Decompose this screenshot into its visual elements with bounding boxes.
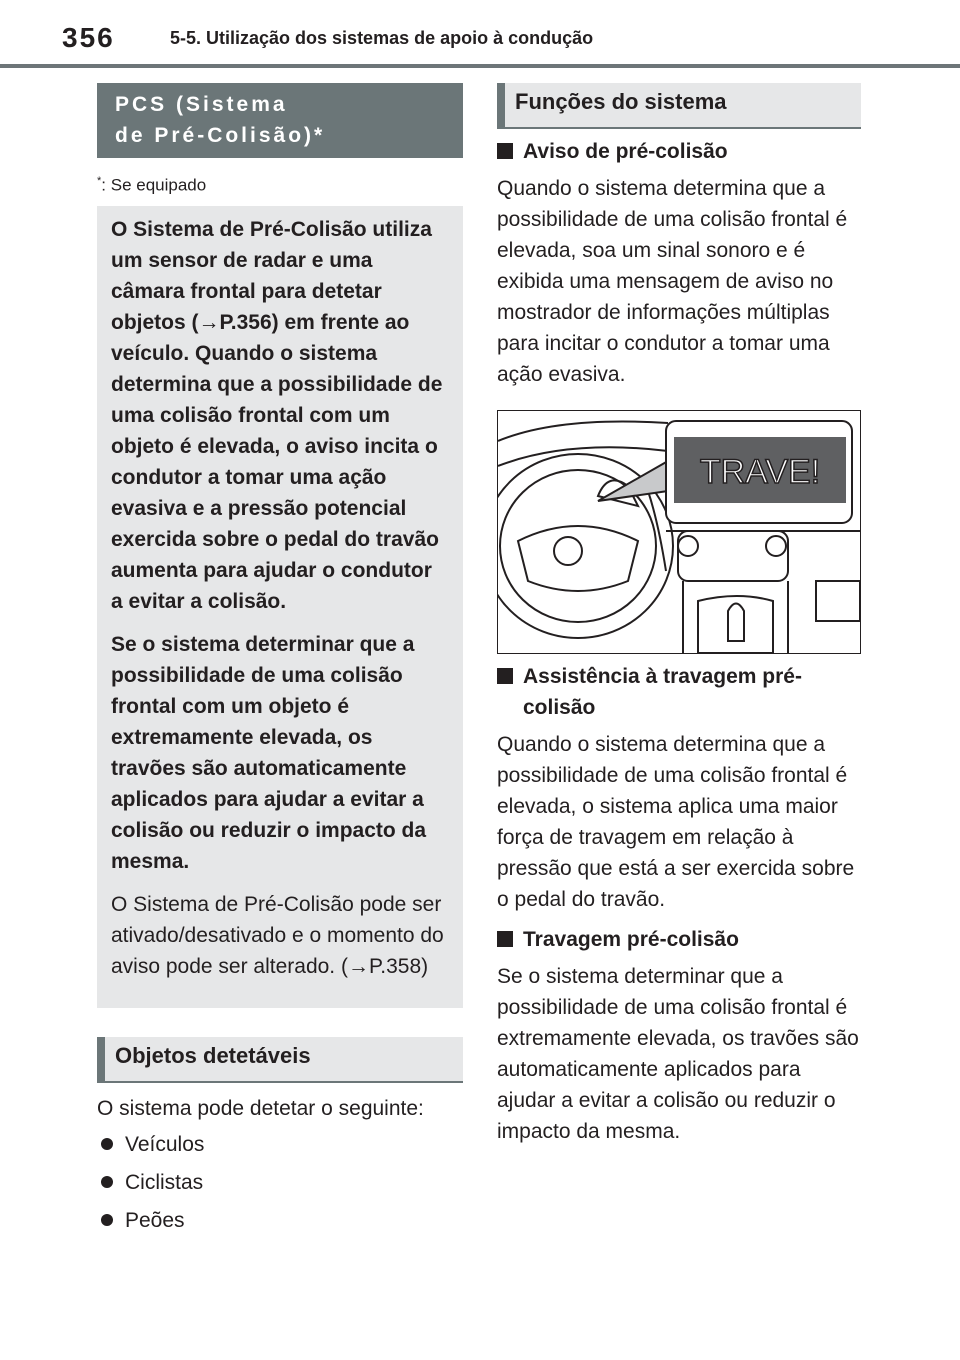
- intro-paragraph-2: Se o sistema determinar que a possibilidade de uma colisão frontal com um objeto é extremamente elevada, os travões são automaticamente aplicados para ajudar a evitar a colisão ou reduzir o impacto da mesma.: [111, 633, 427, 873]
- section-title: 5-5. Utilização dos sistemas de apoio à condução: [170, 28, 594, 48]
- list-item: Veículos: [97, 1126, 204, 1164]
- travagem-text: Se o sistema determinar que a possibilidade de uma colisão frontal é extremamente elevada, os travões são automaticamente aplicados para ajudar a evitar a colisão ou reduzir o impacto da mesma.: [497, 965, 859, 1143]
- display-warning-text: TRAVE!: [699, 453, 821, 491]
- list-item: Peões: [97, 1202, 204, 1240]
- assist-text: Quando o sistema determina que a possibilidade de uma colisão frontal é elevada, o sistema aplica uma maior força de travagem em relação à pressão que está a ser exercida sobre o pedal do travão.: [497, 733, 855, 911]
- header-divider: [0, 64, 960, 68]
- aviso-heading: [497, 136, 887, 167]
- page-number: 356: [62, 22, 115, 53]
- travagem-title: Travagem pré-colisão: [523, 928, 739, 951]
- pcs-title-line1: PCS (Sistema: [115, 93, 288, 116]
- assist-title: Assistência à travagem pré-colisão: [523, 665, 802, 719]
- footnote: [97, 175, 206, 196]
- intro-paragraph-1: O Sistema de Pré-Colisão utiliza um sensor de radar e uma câmara frontal para detetar objetos (→P.356) em frente ao veículo. Quando o sistema determina que a possibilidade de uma colisão frontal com um objeto é elevada, o aviso incita o condutor a tomar uma ação evasiva e a pressão potencial exercida sobre o pedal do travão aumenta para ajudar o condutor a evitar a colisão.: [111, 218, 443, 613]
- intro-paragraph-3: O Sistema de Pré-Colisão pode ser ativado/desativado e o momento do aviso pode ser alterado. (→P.358): [111, 893, 444, 978]
- travagem-heading: [497, 924, 887, 955]
- page-header: [0, 0, 960, 70]
- pcs-title-line2: de Pré-Colisão)*: [115, 124, 326, 147]
- list-item: Ciclistas: [97, 1164, 204, 1202]
- objetos-intro: O sistema pode detetar o seguinte:: [97, 1097, 424, 1120]
- funcoes-heading: Funções do sistema: [497, 83, 861, 129]
- footnote-mark: *: [97, 175, 102, 187]
- dashboard-drawing: [498, 411, 860, 653]
- intro-box: [97, 206, 463, 1008]
- objetos-heading: Objetos detetáveis: [97, 1037, 463, 1083]
- assist-heading: [497, 661, 863, 723]
- dashboard-illustration: [497, 410, 861, 654]
- objetos-list: [97, 1126, 204, 1240]
- square-bullet-icon: [497, 143, 513, 159]
- aviso-text: Quando o sistema determina que a possibilidade de uma colisão frontal é elevada, soa um sinal sonoro e é exibida uma mensagem de aviso no mostrador de informações múltiplas para incitar o condutor a tomar uma ação evasiva.: [497, 177, 848, 386]
- pcs-title-box: [97, 83, 463, 158]
- footnote-text: : Se equipado: [101, 175, 207, 195]
- square-bullet-icon: [497, 668, 513, 684]
- aviso-title: Aviso de pré-colisão: [523, 140, 728, 163]
- square-bullet-icon: [497, 931, 513, 947]
